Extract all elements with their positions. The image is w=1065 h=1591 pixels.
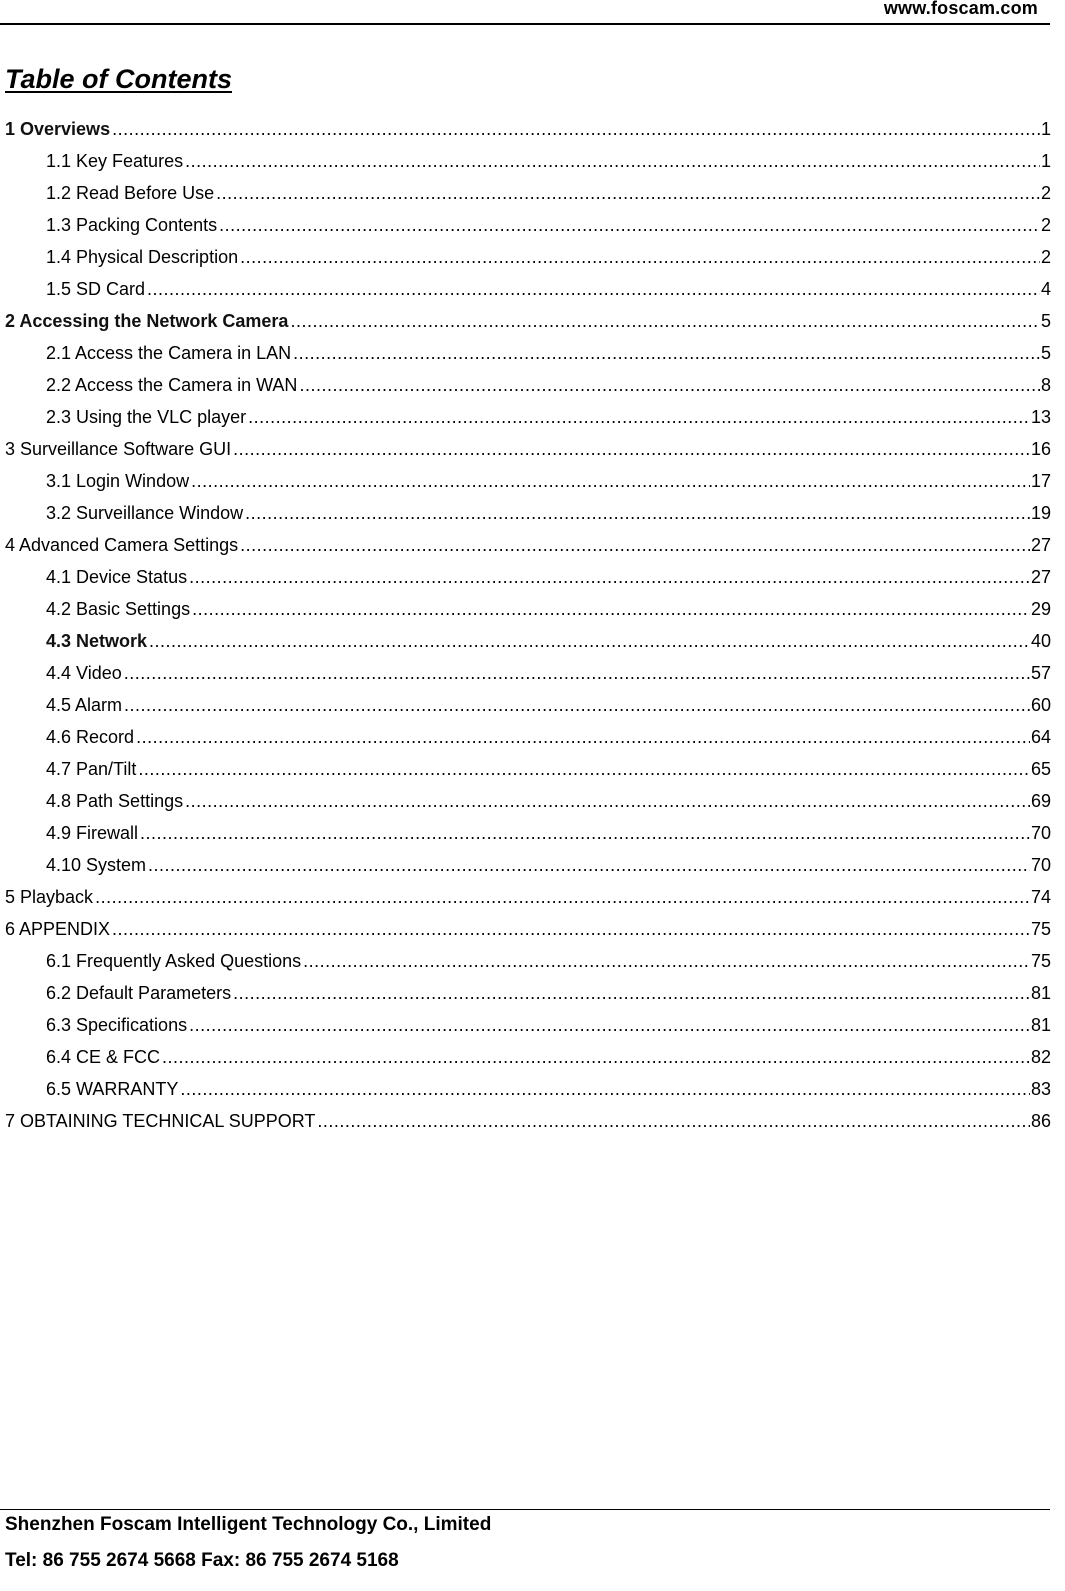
toc-entry-title: 5 Playback bbox=[5, 887, 94, 907]
toc-entry-title: 2 Accessing the Network Camera bbox=[5, 311, 289, 331]
toc-entry-page-number: 5 bbox=[1040, 311, 1051, 331]
toc-entry-page-number: 16 bbox=[1030, 439, 1051, 459]
toc-dot-leader bbox=[219, 212, 1040, 238]
toc-dot-leader bbox=[317, 1108, 1030, 1134]
toc-entry-page-number: 17 bbox=[1030, 471, 1051, 491]
toc-dot-leader bbox=[189, 564, 1030, 590]
toc-entry[interactable] bbox=[5, 884, 1051, 916]
toc-entry-page-number: 27 bbox=[1030, 567, 1051, 587]
toc-dot-leader bbox=[245, 500, 1030, 526]
toc-entry-page-number: 81 bbox=[1030, 983, 1051, 1003]
toc-entry-page-number: 29 bbox=[1030, 599, 1051, 619]
toc-entry-title: 4.6 Record bbox=[46, 727, 135, 747]
toc-entry-page-number: 4 bbox=[1040, 279, 1051, 299]
toc-entry[interactable] bbox=[5, 212, 1051, 244]
toc-dot-leader bbox=[240, 532, 1030, 558]
toc-entry[interactable] bbox=[5, 148, 1051, 180]
toc-dot-leader bbox=[136, 724, 1030, 750]
toc-entry-title: 6 APPENDIX bbox=[5, 919, 111, 939]
toc-dot-leader bbox=[180, 1076, 1030, 1102]
toc-entry-page-number: 70 bbox=[1030, 823, 1051, 843]
toc-dot-leader bbox=[149, 628, 1030, 654]
toc-entry-title: 4.3 Network bbox=[46, 631, 148, 651]
toc-entry-page-number: 8 bbox=[1040, 375, 1051, 395]
toc-dot-leader bbox=[189, 1012, 1030, 1038]
toc-entry-title: 1.4 Physical Description bbox=[46, 247, 239, 267]
toc-entry[interactable] bbox=[5, 948, 1051, 980]
toc-entry-page-number: 40 bbox=[1030, 631, 1051, 651]
toc-entry-page-number: 69 bbox=[1030, 791, 1051, 811]
toc-entry-title: 2.2 Access the Camera in WAN bbox=[46, 375, 298, 395]
toc-entry[interactable] bbox=[5, 820, 1051, 852]
toc-entry-title: 3.1 Login Window bbox=[46, 471, 190, 491]
toc-entry[interactable] bbox=[5, 852, 1051, 884]
toc-entry[interactable] bbox=[5, 404, 1051, 436]
toc-entry-title: 3.2 Surveillance Window bbox=[46, 503, 244, 523]
toc-entry[interactable] bbox=[5, 500, 1051, 532]
toc-entry-page-number: 86 bbox=[1030, 1111, 1051, 1131]
toc-entry-title: 4.10 System bbox=[46, 855, 147, 875]
toc-entry-page-number: 13 bbox=[1030, 407, 1051, 427]
toc-dot-leader bbox=[233, 436, 1030, 462]
toc-dot-leader bbox=[299, 372, 1040, 398]
toc-entry-title: 1.2 Read Before Use bbox=[46, 183, 215, 203]
toc-entry-page-number: 5 bbox=[1040, 343, 1051, 363]
toc-dot-leader bbox=[148, 852, 1030, 878]
toc-dot-leader bbox=[112, 116, 1040, 142]
toc-entry[interactable] bbox=[5, 244, 1051, 276]
toc-entry[interactable] bbox=[5, 1044, 1051, 1076]
toc-dot-leader bbox=[162, 1044, 1030, 1070]
toc-entry-title: 6.4 CE & FCC bbox=[46, 1047, 161, 1067]
toc-entry-title: 4 Advanced Camera Settings bbox=[5, 535, 239, 555]
toc-entry-title: 4.9 Firewall bbox=[46, 823, 139, 843]
toc-dot-leader bbox=[290, 308, 1040, 334]
toc-entry[interactable] bbox=[5, 564, 1051, 596]
toc-list bbox=[5, 116, 1051, 1140]
toc-entry-page-number: 60 bbox=[1030, 695, 1051, 715]
toc-entry-page-number: 64 bbox=[1030, 727, 1051, 747]
toc-entry-title: 1 Overviews bbox=[5, 119, 111, 139]
footer-company-name: Shenzhen Foscam Intelligent Technology Co., Limited bbox=[5, 1514, 492, 1535]
toc-entry[interactable] bbox=[5, 692, 1051, 724]
toc-entry[interactable] bbox=[5, 1012, 1051, 1044]
toc-title: Table of Contents bbox=[5, 64, 232, 94]
toc-entry-page-number: 2 bbox=[1040, 215, 1051, 235]
toc-entry-title: 4.8 Path Settings bbox=[46, 791, 184, 811]
page-header bbox=[0, 0, 1050, 25]
toc-dot-leader bbox=[124, 660, 1030, 686]
toc-dot-leader bbox=[112, 916, 1030, 942]
toc-entry[interactable] bbox=[5, 788, 1051, 820]
toc-entry[interactable] bbox=[5, 532, 1051, 564]
toc-entry-page-number: 1 bbox=[1040, 119, 1051, 139]
toc-entry[interactable] bbox=[5, 596, 1051, 628]
toc-entry-page-number: 1 bbox=[1040, 151, 1051, 171]
toc-entry-title: 7 OBTAINING TECHNICAL SUPPORT bbox=[5, 1111, 316, 1131]
toc-entry-title: 1.5 SD Card bbox=[46, 279, 146, 299]
toc-entry[interactable] bbox=[5, 660, 1051, 692]
toc-dot-leader bbox=[191, 468, 1030, 494]
toc-entry-title: 4.4 Video bbox=[46, 663, 122, 683]
toc-dot-leader bbox=[233, 980, 1030, 1006]
toc-entry-page-number: 74 bbox=[1030, 887, 1051, 907]
toc-dot-leader bbox=[216, 180, 1040, 206]
toc-entry-title: 1.1 Key Features bbox=[46, 151, 184, 171]
toc-entry[interactable] bbox=[5, 116, 1051, 148]
toc-entry[interactable] bbox=[5, 1108, 1051, 1140]
toc-entry-page-number: 65 bbox=[1030, 759, 1051, 779]
toc-entry[interactable] bbox=[5, 340, 1051, 372]
toc-entry[interactable] bbox=[5, 1076, 1051, 1108]
toc-entry[interactable] bbox=[5, 276, 1051, 308]
footer-contact-info: Tel: 86 755 2674 5668 Fax: 86 755 2674 5168 bbox=[5, 1550, 399, 1571]
toc-entry-page-number: 70 bbox=[1030, 855, 1051, 875]
toc-entry-title: 2.1 Access the Camera in LAN bbox=[46, 343, 292, 363]
toc-entry-page-number: 75 bbox=[1030, 919, 1051, 939]
toc-dot-leader bbox=[124, 692, 1030, 718]
toc-entry[interactable] bbox=[5, 308, 1051, 340]
website-url[interactable]: www.foscam.com bbox=[883, 0, 1038, 18]
toc-entry-page-number: 81 bbox=[1030, 1015, 1051, 1035]
toc-entry-page-number: 2 bbox=[1040, 183, 1051, 203]
toc-entry-page-number: 2 bbox=[1040, 247, 1051, 267]
toc-dot-leader bbox=[192, 596, 1030, 622]
toc-dot-leader bbox=[303, 948, 1030, 974]
page-footer bbox=[0, 1509, 1050, 1571]
toc-entry[interactable] bbox=[5, 436, 1051, 468]
toc-dot-leader bbox=[140, 820, 1030, 846]
toc-entry-page-number: 82 bbox=[1030, 1047, 1051, 1067]
toc-entry-page-number: 27 bbox=[1030, 535, 1051, 555]
toc-dot-leader bbox=[248, 404, 1030, 430]
toc-entry-title: 1.3 Packing Contents bbox=[46, 215, 218, 235]
toc-dot-leader bbox=[185, 148, 1040, 174]
toc-dot-leader bbox=[95, 884, 1030, 910]
toc-entry-title: 4.2 Basic Settings bbox=[46, 599, 191, 619]
toc-entry[interactable] bbox=[5, 628, 1051, 660]
toc-entry[interactable] bbox=[5, 756, 1051, 788]
toc-dot-leader bbox=[240, 244, 1040, 270]
toc-entry-page-number: 75 bbox=[1030, 951, 1051, 971]
toc-entry-title: 6.5 WARRANTY bbox=[46, 1079, 179, 1099]
toc-entry-title: 2.3 Using the VLC player bbox=[46, 407, 247, 427]
toc-entry[interactable] bbox=[5, 724, 1051, 756]
toc-entry-title: 3 Surveillance Software GUI bbox=[5, 439, 232, 459]
toc-entry-title: 6.3 Specifications bbox=[46, 1015, 188, 1035]
toc-dot-leader bbox=[185, 788, 1030, 814]
toc-entry[interactable] bbox=[5, 980, 1051, 1012]
toc-entry-page-number: 57 bbox=[1030, 663, 1051, 683]
toc-entry-title: 6.1 Frequently Asked Questions bbox=[46, 951, 302, 971]
toc-entry-title: 4.7 Pan/Tilt bbox=[46, 759, 137, 779]
toc-entry-title: 6.2 Default Parameters bbox=[46, 983, 232, 1003]
toc-dot-leader bbox=[138, 756, 1030, 782]
toc-entry-page-number: 83 bbox=[1030, 1079, 1051, 1099]
toc-entry[interactable] bbox=[5, 468, 1051, 500]
toc-entry-title: 4.1 Device Status bbox=[46, 567, 188, 587]
toc-entry-page-number: 19 bbox=[1030, 503, 1051, 523]
toc-entry-title: 4.5 Alarm bbox=[46, 695, 123, 715]
toc-dot-leader bbox=[293, 340, 1040, 366]
toc-entry[interactable] bbox=[5, 180, 1051, 212]
toc-dot-leader bbox=[147, 276, 1040, 302]
toc-entry[interactable] bbox=[5, 916, 1051, 948]
toc-entry[interactable] bbox=[5, 372, 1051, 404]
